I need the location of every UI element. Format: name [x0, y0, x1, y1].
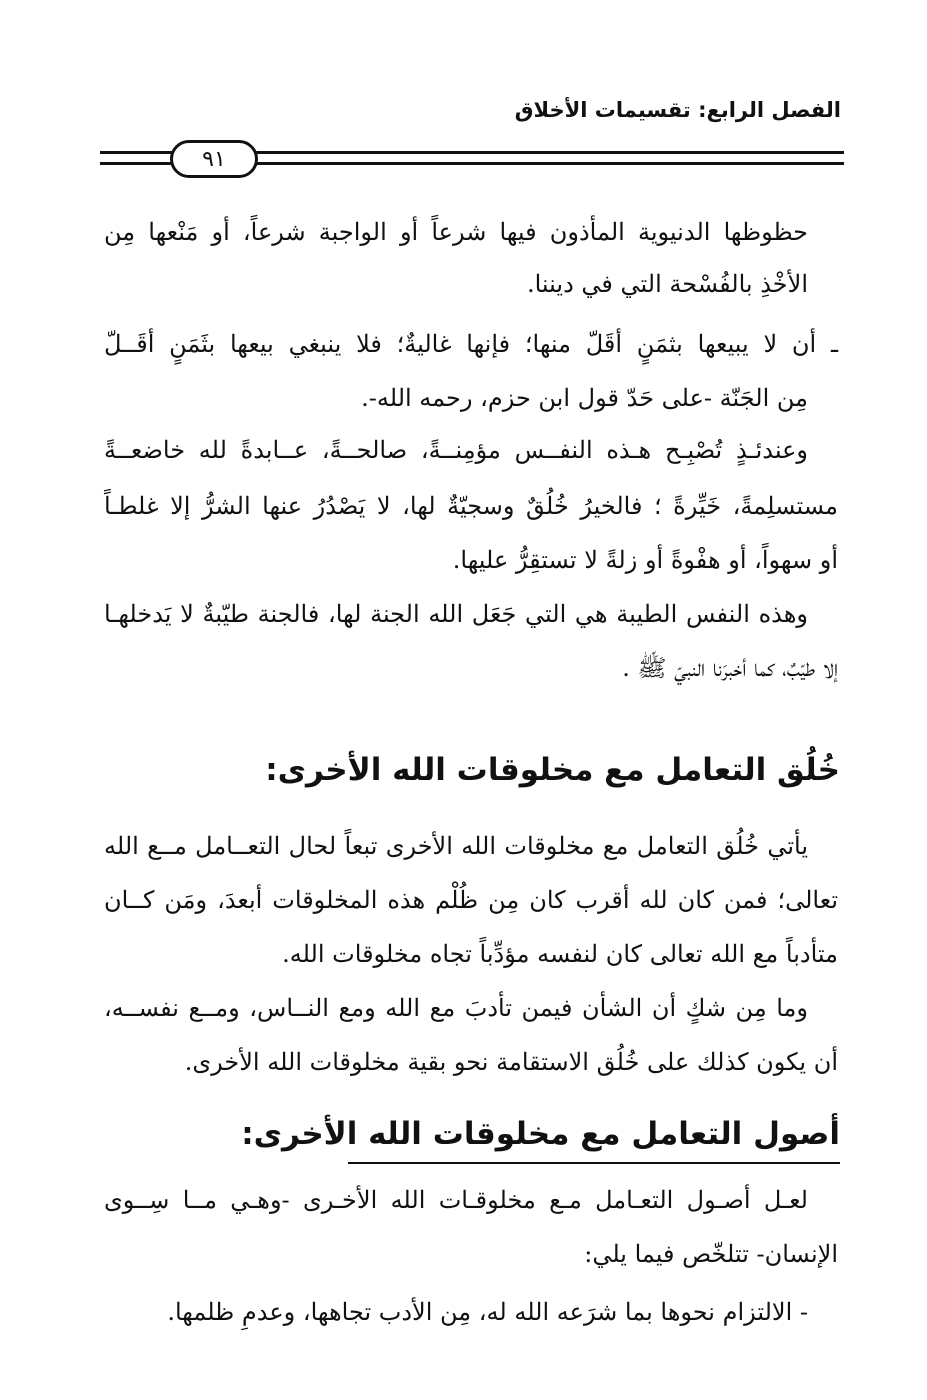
- text-line: تعالى؛ فمن كان لله أقرب كان مِن ظُلْم هذه المخلوقات أبعدَ، ومَن كــان: [104, 886, 838, 914]
- header-rule-top-left: [100, 151, 172, 154]
- text-line: يأتي خُلُق التعامل مع مخلوقات الله الأخرى تبعاً لحال التعــامل مــع الله: [104, 832, 808, 860]
- page-number-badge: [170, 140, 258, 178]
- text-line: أو سهواً، أو هفْوةً أو زلةً لا تستقِرُّ عليها.: [452, 546, 838, 574]
- text-line: وما مِن شكٍ أن الشأن فيمن تأدبَ مع الله ومع النــاس، ومــع نفســه،: [104, 994, 808, 1022]
- header-rule-bottom-left: [100, 162, 172, 165]
- text-line: مِن الجَنّة -على حَدّ قول ابن حزم، رحمه الله-.: [361, 384, 808, 412]
- running-title: الفصل الرابع: تقسيمات الأخلاق: [514, 98, 841, 122]
- text-line: الإنسان- تتلخّص فيما يلي:: [584, 1240, 838, 1268]
- header-rule-top-right: [256, 151, 844, 154]
- text-line: ـ أن لا يبيعها بثمَنٍ أقَلّ منها؛ فإنها غاليةٌ؛ فلا ينبغي بيعها بثَمَنٍ أقَــلّ: [104, 330, 838, 358]
- text-line: إلا طيّبٌ، كما أخبرَنا النبيّ ﷺ .: [622, 654, 838, 682]
- text-line: أن يكون كذلك على خُلُق الاستقامة نحو بقية مخلوقات الله الأخرى.: [184, 1048, 838, 1076]
- text-line: وهذه النفس الطيبة هي التي جَعَل الله الجنة لها، فالجنة طيّبةٌ لا يَدخلهـا: [104, 600, 808, 628]
- section-heading: خُلُق التعامل مع مخلوقات الله الأخرى:: [265, 752, 840, 788]
- page-number: ٩١: [202, 146, 226, 172]
- section-heading: أصول التعامل مع مخلوقات الله الأخرى:: [241, 1116, 840, 1152]
- text-line: لعـل أصـول التعـامل مـع مخلوقـات الله الأخـرى -وهـي مــا سِــوى: [104, 1186, 808, 1214]
- heading-underline: [348, 1162, 840, 1164]
- text-line: مستسلِمةً، خَيِّرةً ؛ فالخيرُ خُلُقٌ وسجيّةٌ لها، لا يَصْدُرُ عنها الشرُّ إلا غلطـاً: [104, 492, 838, 520]
- text-line: الأخْذِ بالفُسْحة التي في ديننا.: [526, 270, 808, 298]
- text-line: متأدباً مع الله تعالى كان لنفسه مؤدِّباً تجاه مخلوقات الله.: [282, 940, 838, 968]
- text-line: - الالتزام نحوها بما شرَعه الله له، مِن الأدب تجاهها، وعدمِ ظلمها.: [167, 1298, 808, 1326]
- text-line: وعندئـذٍ تُصْبِـح هـذه النفــس مؤمِنــةً، صالحــةً، عــابدةً لله خاضعــةً: [104, 436, 808, 464]
- header-rule-bottom-right: [256, 162, 844, 165]
- text-line: حظوظها الدنيوية المأذون فيها شرعاً أو الواجبة شرعاً، أو مَنْعها مِن: [104, 218, 808, 246]
